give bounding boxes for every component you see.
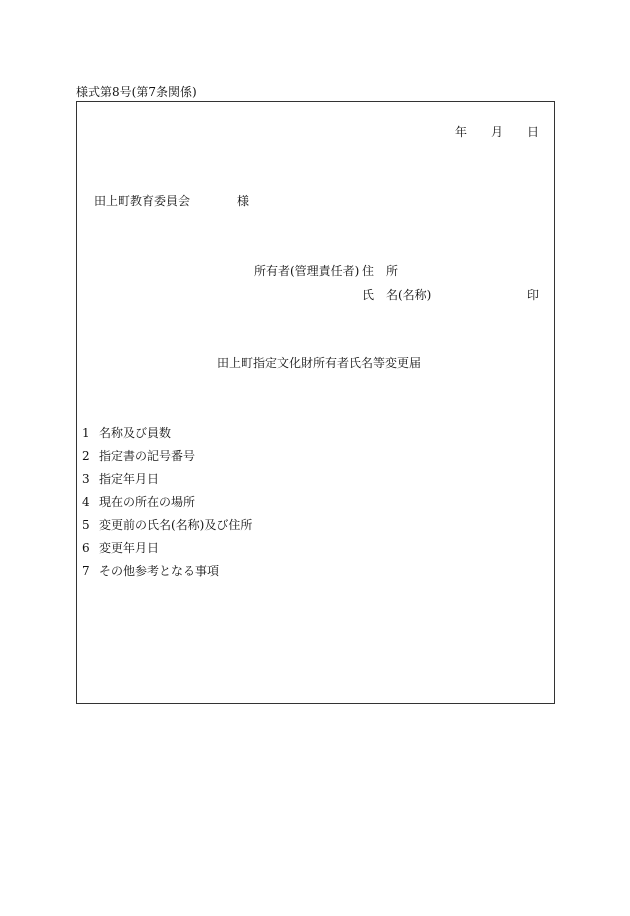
applicant-role: 所有者(管理責任者): [254, 264, 360, 278]
list-item: [82, 495, 195, 509]
applicant-name-label: 氏 名(名称): [362, 288, 432, 302]
form-label: 様式第8号(第7条関係): [76, 85, 197, 99]
list-item: [82, 472, 159, 486]
date-month-label: 月: [491, 125, 504, 139]
list-item: [82, 564, 219, 578]
seal-mark: 印: [527, 288, 540, 302]
item-text: 変更前の氏名(名称)及び住所: [99, 518, 253, 532]
applicant-address-label: 住 所: [362, 264, 399, 278]
date-year-label: 年: [455, 125, 468, 139]
item-text: その他参考となる事項: [99, 564, 220, 578]
form-frame: [76, 101, 555, 704]
list-item: [82, 426, 171, 440]
item-text: 変更年月日: [99, 541, 160, 555]
list-item: [82, 541, 159, 555]
addressee-name: 田上町教育委員会: [94, 194, 191, 208]
item-text: 指定書の記号番号: [99, 449, 196, 463]
addressee-honorific: 様: [237, 194, 250, 208]
date-day-label: 日: [527, 125, 540, 139]
document-title: 田上町指定文化財所有者氏名等変更届: [217, 356, 422, 370]
item-number: 1: [82, 426, 90, 440]
item-number: 2: [82, 449, 90, 463]
item-number: 5: [82, 518, 90, 532]
item-number: 4: [82, 495, 90, 509]
item-number: 3: [82, 472, 90, 486]
list-item: [82, 449, 195, 463]
list-item: [82, 518, 252, 532]
item-text: 指定年月日: [99, 472, 160, 486]
item-number: 6: [82, 541, 90, 555]
item-number: 7: [82, 564, 90, 578]
item-text: 名称及び員数: [99, 426, 172, 440]
item-text: 現在の所在の場所: [99, 495, 196, 509]
